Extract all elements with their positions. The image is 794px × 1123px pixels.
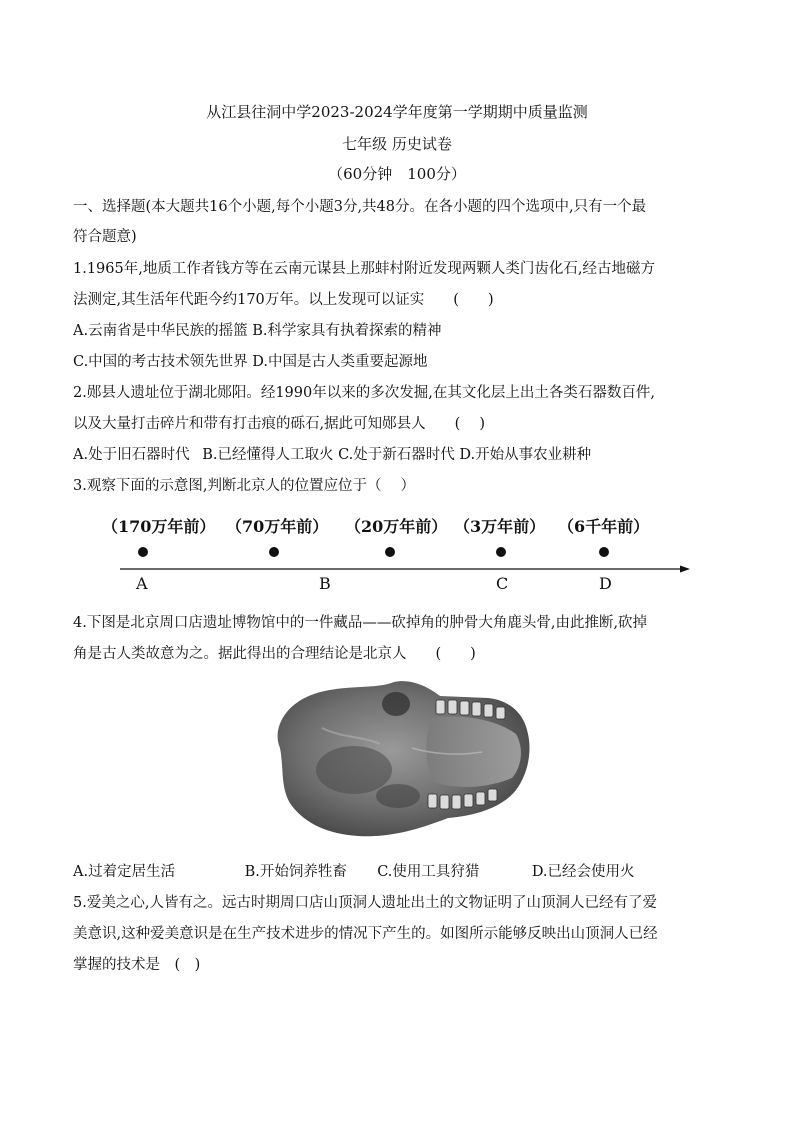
q1-option-c: C.中国的考古技术领先世界 xyxy=(73,354,248,370)
timeline-letter-a: A xyxy=(136,574,148,593)
timeline-letter-b: B xyxy=(319,574,331,593)
q4-stem-line1: 4.下图是北京周口店遗址博物馆中的一件藏品——砍掉角的肿骨大角鹿头骨,由此推断,砍掉 xyxy=(73,615,648,631)
exam-title: 从江县往洞中学2023-2024学年度第一学期期中质量监测 xyxy=(206,103,588,121)
q4-option-a: A.过着定居生活 xyxy=(73,864,176,880)
q2-stem-line2: 以及大量打击碎片和带有打击痕的砾石,据此可知郧县人 ( ) xyxy=(73,416,486,432)
timeline-label-20: （20万年前） xyxy=(345,517,448,536)
timeline-letter-c: C xyxy=(496,574,509,593)
deer-skull-fossil-image xyxy=(262,678,534,844)
q1-stem-line2: 法测定,其生活年代距今约170万年。以上发现可以证实 ( ) xyxy=(73,292,494,308)
timeline-diagram xyxy=(100,510,700,600)
timeline-dot-6k xyxy=(599,547,609,557)
q4-option-d: D.已经会使用火 xyxy=(531,864,635,880)
timeline-label-70: （70万年前） xyxy=(226,517,329,536)
timeline-dot-70 xyxy=(269,547,279,557)
timeline-label-6k: （6千年前） xyxy=(558,517,650,536)
q1-option-a: A.云南省是中华民族的摇篮 xyxy=(73,323,248,339)
q3-stem: 3.观察下面的示意图,判断北京人的位置应位于（ ） xyxy=(73,478,416,494)
timeline-label-170: （170万年前） xyxy=(102,517,216,536)
q5-stem-line3: 掌握的技术是 ( ) xyxy=(73,957,201,973)
q2-stem-line1: 2.郧县人遗址位于湖北郧阳。经1990年以来的多次发掘,在其文化层上出土各类石器数百件, xyxy=(73,385,655,401)
q2-option-b: B.已经懂得人工取火 xyxy=(202,447,334,463)
q1-options-row2 xyxy=(73,352,728,372)
exam-duration: （60分钟 100分） xyxy=(328,165,466,183)
timeline-dot-170 xyxy=(138,547,148,557)
q4-stem-line2: 角是古人类故意为之。据此得出的合理结论是北京人 ( ) xyxy=(73,646,476,662)
timeline-dot-20 xyxy=(385,547,395,557)
timeline-label-3: （3万年前） xyxy=(454,517,546,536)
exam-subtitle: 七年级 历史试卷 xyxy=(342,135,452,153)
section-instructions-line2: 符合题意) xyxy=(73,229,137,245)
timeline-dot-3 xyxy=(496,547,506,557)
q2-option-a: A.处于旧石器时代 xyxy=(73,447,190,463)
q1-stem-line1: 1.1965年,地质工作者钱方等在云南元谋县上那蚌村附近发现两颗人类门齿化石,经古地磁方 xyxy=(73,261,655,277)
q2-options-row xyxy=(73,445,728,465)
q4-option-c: C.使用工具狩猎 xyxy=(377,864,480,880)
q4-option-b: B.开始饲养牲畜 xyxy=(244,864,347,880)
q5-stem-line1: 5.爱美之心,人皆有之。远古时期周口店山顶洞人遗址出土的文物证明了山顶洞人已经有了爱 xyxy=(73,895,657,911)
section-instructions-line1: 一、选择题(本大题共16个小题,每个小题3分,共48分。在各小题的四个选项中,只有一个最 xyxy=(73,199,647,215)
q5-stem-line2: 美意识,这种爱美意识是在生产技术进步的情况下产生的。如图所示能够反映出山顶洞人已经 xyxy=(73,926,658,942)
q1-options-row1 xyxy=(73,321,728,341)
timeline-arrowhead xyxy=(680,566,690,573)
q2-option-d: D.开始从事农业耕种 xyxy=(459,447,592,463)
timeline-letter-d: D xyxy=(599,574,612,593)
q4-options-row xyxy=(73,862,728,882)
q1-option-d: D.中国是古人类重要起源地 xyxy=(252,354,428,370)
q1-option-b: B.科学家具有执着探索的精神 xyxy=(252,323,442,339)
q2-option-c: C.处于新石器时代 xyxy=(338,447,455,463)
